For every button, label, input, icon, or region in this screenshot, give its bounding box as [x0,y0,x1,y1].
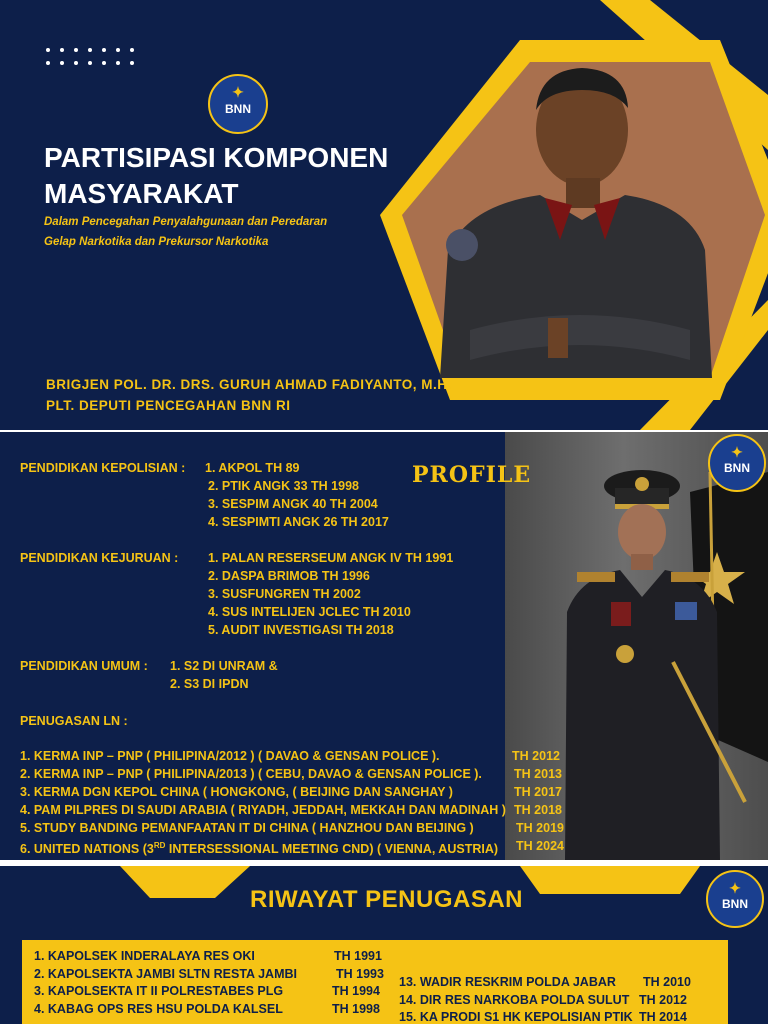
riwayat-list-left [34,948,384,1018]
list-item: 13. WADIR RESKRIM POLDA JABAR TH 2010 [399,975,691,989]
ln-row [20,819,570,837]
cover-panel [0,0,768,430]
ln-row [20,837,570,855]
riwayat-list-box [22,940,728,1024]
officer-position: PLT. DEPUTI PENCEGAHAN BNN RI [46,398,291,413]
penugasan-ln-section [0,432,600,860]
section-label: PENDIDIKAN KEPOLISIAN : [20,461,186,475]
ln-text: 4. PAM PILPRES DI SAUDI ARABIA ( RIYADH, JEDDAH, MEKKAH DAN MADINAH ) [20,803,506,817]
cover-subtitle-line1: Dalam Pencegahan Penyalahgunaan dan Peredaran [44,216,328,228]
list-item: 2. DASPA BRIMOB TH 1996 [208,569,370,583]
riwayat-list-right [399,974,719,1024]
cover-title-line2: MASYARAKAT [44,178,239,209]
ln-row [20,765,570,783]
cover-title [44,140,424,212]
list-item: 4. KABAG OPS RES HSU POLDA KALSEL TH 1998 [34,1001,380,1016]
list-item: 3. KAPOLSEKTA IT II POLRESTABES PLG TH 1994 [34,984,380,998]
list-item: 2. KAPOLSEKTA JAMBI SLTN RESTA JAMBI TH 1993 [34,966,384,981]
riwayat-heading: RIWAYAT PENUGASAN [250,886,523,913]
profile-heading: PROFILE [412,462,532,488]
ln-row [20,747,570,765]
ln-text: 5. STUDY BANDING PEMANFAATAN IT DI CHINA ( HANZHOU DAN BEIJING ) [20,821,474,835]
section-label: PENDIDIKAN KEJURUAN : [20,551,179,565]
cover-title-line1: PARTISIPASI KOMPONEN [44,142,389,173]
officer-name: BRIGJEN POL. DR. DRS. GURUH AHMAD FADIYANTO, M.H. [46,377,452,392]
ln-year: TH 2013 [514,767,562,781]
list-item: 4. SESPIMTI ANGK 26 TH 2017 [208,515,389,529]
cover-subtitle [44,212,404,252]
bnn-logo-icon: ✦ BNN [208,74,268,134]
list-item: 3. SUSFUNGREN TH 2002 [208,587,361,601]
ln-year: TH 2024 [516,839,564,853]
list-item: 3. SESPIM ANGK 40 TH 2004 [208,497,378,511]
section-label: PENUGASAN LN : [20,714,128,728]
ln-row [20,801,570,819]
ln-year: TH 2012 [512,749,560,763]
list-item: 5. AUDIT INVESTIGASI TH 2018 [208,623,394,637]
decorative-dots [46,48,146,65]
bnn-logo-icon: ✦ BNN [706,870,764,928]
ln-text: 2. KERMA INP – PNP ( PHILIPINA/2013 ) ( CEBU, DAVAO & GENSAN POLICE ). [20,767,482,781]
list-item: 15. KA PRODI S1 HK KEPOLISIAN PTIK TH 2014 [399,1010,687,1024]
ln-text: 6. UNITED NATIONS (3RD INTERSESSIONAL MEETING CND) ( VIENNA, AUSTRIA) [20,841,499,857]
ln-year: TH 2019 [516,821,564,835]
riwayat-panel [0,866,768,1024]
gold-stripe-top-right [520,866,700,894]
ln-row [20,783,570,801]
bnn-logo-icon: ✦ BNN [708,434,766,492]
section-label: PENDIDIKAN UMUM : [20,659,148,673]
cover-officer [46,374,452,416]
profile-panel [0,432,768,860]
list-item: 1. AKPOL TH 89 [205,461,300,475]
list-item: 2. S3 DI IPDN [170,677,249,691]
list-item: 4. SUS INTELIJEN JCLEC TH 2010 [208,605,411,619]
ln-text: 1. KERMA INP – PNP ( PHILIPINA/2012 ) ( DAVAO & GENSAN POLICE ). [20,749,440,763]
list-item: 14. DIR RES NARKOBA POLDA SULUT TH 2012 [399,992,687,1007]
ln-year: TH 2017 [514,785,562,799]
list-item: 1. PALAN RESERSEUM ANGK IV TH 1991 [208,551,454,565]
list-item: 1. KAPOLSEK INDERALAYA RES OKI TH 1991 [34,949,382,963]
list-item: 1. S2 DI UNRAM & [170,659,278,673]
ln-year: TH 2018 [514,803,562,817]
cover-subtitle-line2: Gelap Narkotika dan Prekursor Narkotika [44,236,269,248]
list-item: 2. PTIK ANGK 33 TH 1998 [208,479,359,493]
ln-text: 3. KERMA DGN KEPOL CHINA ( HONGKONG, ( BEIJING DAN SANGHAY ) [20,785,453,799]
